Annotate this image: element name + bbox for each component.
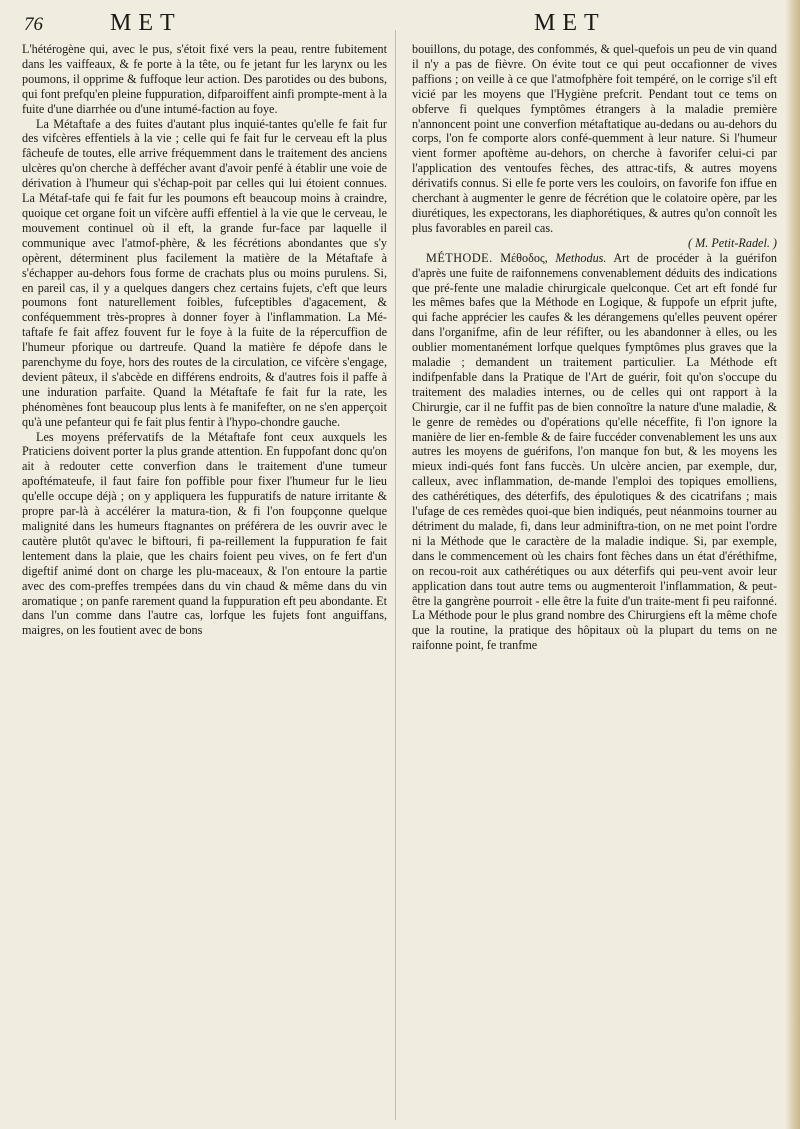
paragraph: L'hétérogène qui, avec le pus, s'étoit fixé vers la peau, rentre fubitement dans les vaiffeaux, & fe porte à la tête, ou fe jetant fur les larynx ou les poumons, il opprime & fuffoque leur action. Des parotides ou des bubons, qui font prefqu'en pleine fuppuration, difparoiffent ainfi prompte-ment à la fuite d'une diarrhée ou d'une intumé-faction au foye. <box>22 42 387 116</box>
running-head-right: MET <box>534 10 606 36</box>
paragraph: Les moyens préfervatifs de la Métaftafe font ceux auxquels les Praticiens doivent porter la plus grande attention. En fuppofant donc qu'on ait à redouter cette converfion dans le traitement d'une tumeur apoftémateufe, il faut faire fon poffible pour fixer l'humeur fur le lieu qu'elle occupe déjà ; on y appliquera les fuppuratifs de nature irritante & propre par-là à accélérer la matura-tion, & fi l'on foupçonne quelque malignité dans les humeurs ftagnantes on préférera de les ouvrir avec le cautère plutôt qu'avec le biftouri, fi pa-reillement la fuppuration fe fait lentement dans la plaie, que les chairs foient peu vives, on fe fert d'un digeftif animé dont on charge les plu-maceaux, & l'on entoure la partie avec des com-preffes trempées dans du vin chaud & même dans du vin aromatique ; on panfe rarement quand la fuppuration eft peu abondante. Et dans l'un comme dans l'autre cas, lorfque les fujets font anguiffans, maigres, on les foutient avec de bons <box>22 429 387 638</box>
running-head-left: MET <box>110 10 182 36</box>
entry-latin: Methodus. <box>555 250 607 265</box>
page-header <box>22 10 762 40</box>
entry-greek: Μέθοδος <box>500 250 545 265</box>
dictionary-entry: MÉTHODE. Μέθοδος, Methodus. Art de procéder à la guérifon d'après une fuite de raifonnemens convenablement déduits des indications que pré-fente une maladie chirurgicale quelconque. Cet art eft fondé fur les mêmes bafes que la Méthode en Logique, & fuppofe un efprit jufte, qui fache apprécier les caufes & les dérangemens qu'elles peuvent opérer dans l'organifme, afin de leur réfifter, ou les abandonner à elles, ou les oublier momentanément lorfque quelques fymptômes plus graves que la maladie ; demandent un traitement particulier. La Méthode eft indifpenfable dans la Pratique de l'Art de guérir, foit qu'on s'occupe du traitement des maladies internes, ou de celles qui ont rapport à la Chirurgie, car il ne fuffit pas de bien connoître la nature d'une maladie, & le genre de remèdes ou d'opérations qu'elle néceffite, fi l'on ignore la manière de lier en-femble & de faire fuccéder convenablement les uns aux autres les moyens de guérifons, l'on manque fon but, & les moyens les mieux indi-qués font fans fuccès. Un ulcère ancien, par exemple, dur, calleux, avec inflammation, de-mande l'emploi des topiques emolliens, des cathérétiques, des déterfifs, des épulotiques & des cicatrifans ; mais l'ufage de ces remèdes quoi-que bien indiqués, peut néanmoins tourner au détriment du malade, fi, dans leur adminiftra-tion, on ne met point l'ordre ni la Méthode que le caractère de la maladie indique. Si, par exemple, dans le commencement où les chairs font fèches dans un état d'éréthifme, on recou-roit aux cathérétiques ou aux déterfifs qui peu-vent avoir leur application dans tout autre tems ou augmenteroit l'inflammation, & peut-être la gangrène pourroit - elle être la fuite d'un traite-ment fi peu raifonné. La Méthode pour le plus grand nombre des Chirurgiens eft la même chofe que la routine, la pratique des hôpitaux où la plupart du tems on ne raifonne point, fe tranfme <box>412 250 778 653</box>
entry-headword: MÉTHODE. <box>426 250 493 265</box>
paragraph: bouillons, du potage, des confommés, & quel-quefois un peu de vin quand il n'y a pas de fièvre. On évite tout ce qui peut occafionner de vives paffions ; on veille à ce que l'atmofphère foit tempéré, on le corrige s'il eft vicié par les moyens que l'Hygiène prefcrit. Pendant tout ce tems on obferve fi quelques fymptômes étrangers à la maladie première n'annoncent point une converfion métaftatique au-dedans ou au-dehors du corps, l'on fe comporte alors confé-quemment à leur nature. Si l'humeur vient former apoftème au-dehors, on cherche à favorifer celui-ci par l'application des ventoufes fèches, des attrac-tifs, & autres moyens dérivatifs connus. Si elle fe porte vers les couloirs, on favorife fon iffue en cherchant à augmenter le genre de fécrétion que le colatoire opère, par les diurétiques, les expectorans, les diaphorétiques, & autres qu'on connoît les plus favorables en pareil cas. <box>412 42 777 235</box>
page-number: 76 <box>24 14 43 35</box>
paragraph: La Métaftafe a des fuites d'autant plus inquié-tantes qu'elle fe fait fur des vifcères effentiels à la vie ; celle qui fe fait fur le cerveau eft la plus fâcheufe de toutes, elle arrive fréquemment dans le traitement des anciens ulcères qu'on cherche à deffécher avant d'avoir penfé à établir une voie de dérivation à l'humeur qui s'échap-poit par celles qui lui étoient connues. La Métaf-tafe qui fe fait fur les poumons eft beaucoup moins à craindre, quoique cet organe foit un vifcère auffi effentiel à la vie que le cerveau, le mouvement continuel où il eft, la grande fur-face par laquelle il communique avec l'atmof-phère, & les fécrétions abondantes que s'y opèrent, déterminent plus facilement la matière de la Métaftafe à s'échapper au-dehors fous forme de crachats plus ou moins purulens. Si, en pareil cas, il y a quelques dangers chez certains fujets, c'eft que leurs poumons font naturellement foibles, fufceptibles d'agacement, & conféquemment très-propres à donner foyer à l'inflammation. La Mé-taftafe fe fait affez fouvent fur le foye à la fuite de la répercuffion de l'humeur pforique ou dartreufe. Quand la matière fe dépofe dans le parenchyme du foye, hors des routes de la circulation, ce vifcère s'engage, devient pâteux, il s'abcède en différens endroits, & d'autres fois il paffe à une induration parfaite. Quand la Métaftafe fe fait fur la rate, les phénomènes font beaucoup plus lents à fe manifefter, on ne s'en apperçoit qu'à une pefanteur qui fe fait plus fentir à l'hypo-chondre gauche. <box>22 116 387 429</box>
page-edge <box>786 0 800 1129</box>
left-column <box>22 42 387 638</box>
entry-text: Art de procéder à la guérifon d'après une fuite de raifonnemens convenablement déduits des indications que pré-fente une maladie chirurgicale quelconque. Cet art eft fondé fur les mêmes bafes que la Méthode en Logique, & fuppofe un efprit jufte, qui fache apprécier les caufes & les dérangemens qu'elles peuvent opérer dans l'organifme, afin de leur réfifter, ou les abandonner à elles, ou les oublier momentanément lorfque quelques fymptômes plus graves que la maladie ; demandent un traitement particulier. La Méthode eft indifpenfable dans la Pratique de l'Art de guérir, foit qu'on s'occupe du traitement des maladies internes, ou de celles qui ont rapport à la Chirurgie, car il ne fuffit pas de bien connoître la nature d'une maladie, & le genre de remèdes ou d'opérations qu'elle néceffite, fi l'on ignore la manière de lier en-femble & de faire fuccéder convenablement les uns aux autres les moyens de guérifons, l'on manque fon but, & les moyens les mieux indi-qués font fans fuccès. Un ulcère ancien, par exemple, dur, calleux, avec inflammation, de-mande l'emploi des topiques emolliens, des cathérétiques, des déterfifs, des épulotiques & des cicatrifans ; mais l'ufage de ces remèdes quoi-que bien indiqués, peut néanmoins tourner au détriment du malade, fi, dans leur adminiftra-tion, on ne met point l'ordre ni la Méthode que le caractère de la maladie indique. Si, par exemple, dans le commencement où les chairs font fèches dans un état d'éréthifme, on recou-roit aux cathérétiques ou aux déterfifs qui peu-vent avoir leur application dans tout autre tems ou augmenteroit l'inflammation, & peut-être la gangrène pourroit - elle être la fuite d'un traite-ment fi peu raifonné. La Méthode pour le plus grand nombre des Chirurgiens eft la même chofe que la routine, la pratique des hôpitaux où la plupart du tems on ne raifonne point, fe tranfme <box>412 250 778 653</box>
author-signature: ( M. Petit-Radel. ) <box>687 235 777 250</box>
right-column <box>412 42 777 653</box>
column-gutter <box>395 30 396 1120</box>
